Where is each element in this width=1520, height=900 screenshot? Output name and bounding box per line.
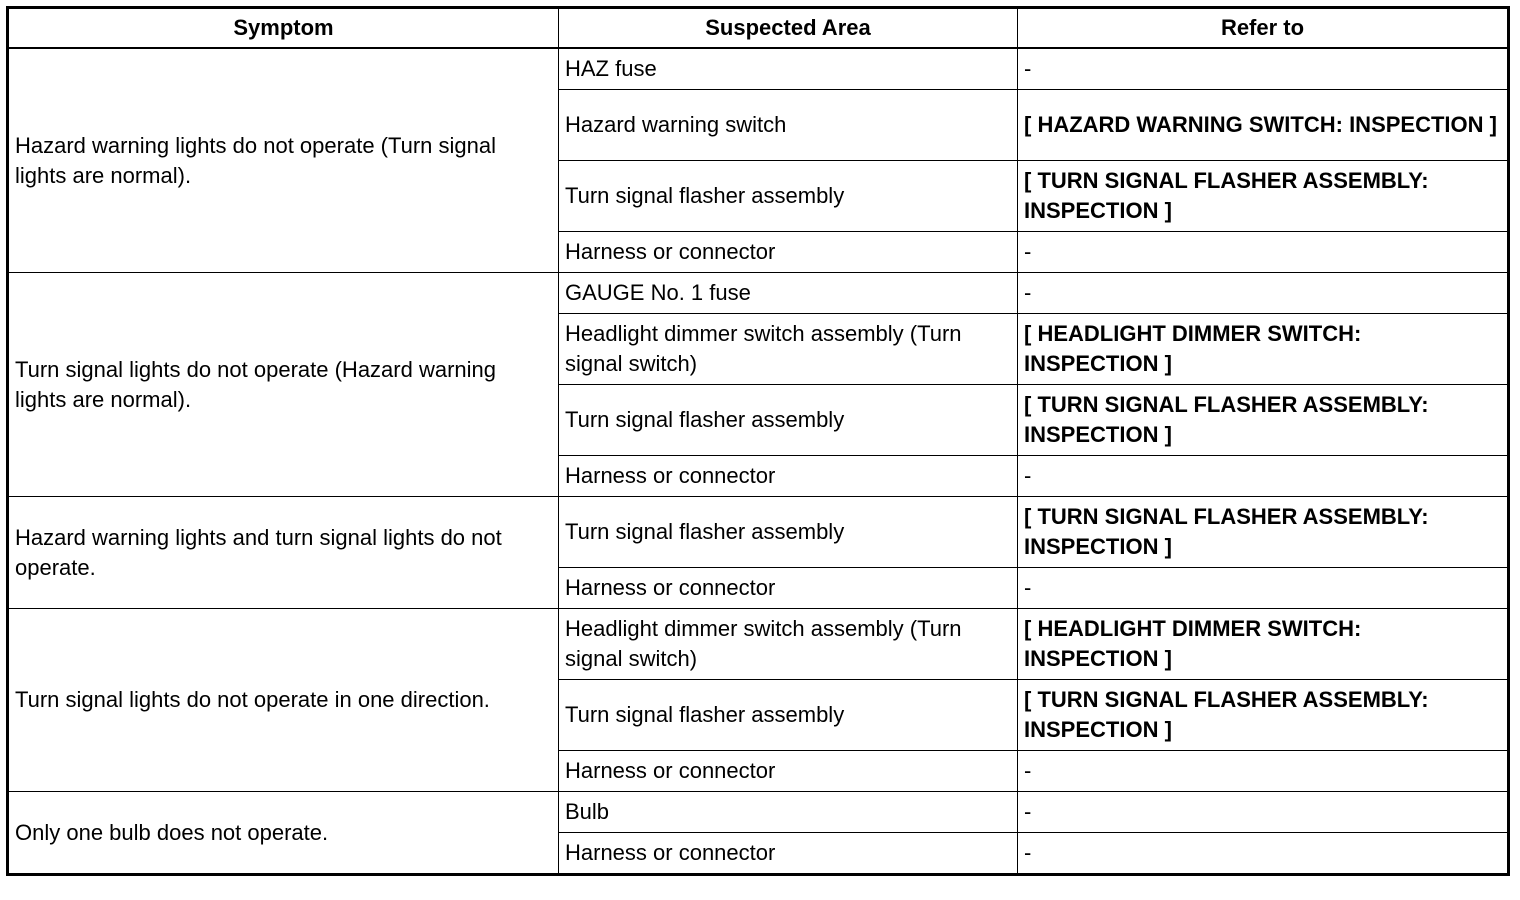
suspected-area-cell: Turn signal flasher assembly xyxy=(559,680,1018,751)
suspected-area-cell: HAZ fuse xyxy=(559,48,1018,90)
problem-symptoms-table xyxy=(6,6,1510,876)
refer-to-cell: - xyxy=(1018,48,1509,90)
table-row xyxy=(8,497,1509,568)
suspected-area-cell: Harness or connector xyxy=(559,568,1018,609)
header-row xyxy=(8,8,1509,49)
refer-to-link[interactable]: [ TURN SIGNAL FLASHER ASSEMBLY: INSPECTION ] xyxy=(1018,497,1509,568)
refer-to-link[interactable]: [ HAZARD WARNING SWITCH: INSPECTION ] xyxy=(1018,90,1509,161)
symptom-cell: Only one bulb does not operate. xyxy=(8,792,559,875)
refer-to-cell: - xyxy=(1018,273,1509,314)
header-suspected-area: Suspected Area xyxy=(559,8,1018,49)
symptom-cell: Hazard warning lights and turn signal lights do not operate. xyxy=(8,497,559,609)
table-row xyxy=(8,609,1509,680)
table-body xyxy=(8,48,1509,875)
symptom-cell: Turn signal lights do not operate in one direction. xyxy=(8,609,559,792)
refer-to-link[interactable]: [ TURN SIGNAL FLASHER ASSEMBLY: INSPECTION ] xyxy=(1018,385,1509,456)
refer-to-cell: - xyxy=(1018,751,1509,792)
refer-to-link[interactable]: [ HEADLIGHT DIMMER SWITCH: INSPECTION ] xyxy=(1018,314,1509,385)
suspected-area-cell: GAUGE No. 1 fuse xyxy=(559,273,1018,314)
suspected-area-cell: Harness or connector xyxy=(559,456,1018,497)
header-symptom: Symptom xyxy=(8,8,559,49)
suspected-area-cell: Hazard warning switch xyxy=(559,90,1018,161)
table-row xyxy=(8,48,1509,90)
refer-to-cell: - xyxy=(1018,568,1509,609)
suspected-area-cell: Harness or connector xyxy=(559,751,1018,792)
refer-to-link[interactable]: [ HEADLIGHT DIMMER SWITCH: INSPECTION ] xyxy=(1018,609,1509,680)
refer-to-cell: - xyxy=(1018,833,1509,875)
suspected-area-cell: Harness or connector xyxy=(559,232,1018,273)
symptom-cell: Turn signal lights do not operate (Hazard warning lights are normal). xyxy=(8,273,559,497)
header-refer-to: Refer to xyxy=(1018,8,1509,49)
suspected-area-cell: Bulb xyxy=(559,792,1018,833)
refer-to-cell: - xyxy=(1018,232,1509,273)
table-row xyxy=(8,792,1509,833)
suspected-area-cell: Harness or connector xyxy=(559,833,1018,875)
refer-to-cell: - xyxy=(1018,456,1509,497)
suspected-area-cell: Turn signal flasher assembly xyxy=(559,497,1018,568)
refer-to-link[interactable]: [ TURN SIGNAL FLASHER ASSEMBLY: INSPECTION ] xyxy=(1018,680,1509,751)
suspected-area-cell: Headlight dimmer switch assembly (Turn signal switch) xyxy=(559,314,1018,385)
suspected-area-cell: Turn signal flasher assembly xyxy=(559,161,1018,232)
suspected-area-cell: Turn signal flasher assembly xyxy=(559,385,1018,456)
suspected-area-cell: Headlight dimmer switch assembly (Turn signal switch) xyxy=(559,609,1018,680)
refer-to-link[interactable]: [ TURN SIGNAL FLASHER ASSEMBLY: INSPECTION ] xyxy=(1018,161,1509,232)
symptom-cell: Hazard warning lights do not operate (Turn signal lights are normal). xyxy=(8,48,559,273)
refer-to-cell: - xyxy=(1018,792,1509,833)
table-row xyxy=(8,273,1509,314)
